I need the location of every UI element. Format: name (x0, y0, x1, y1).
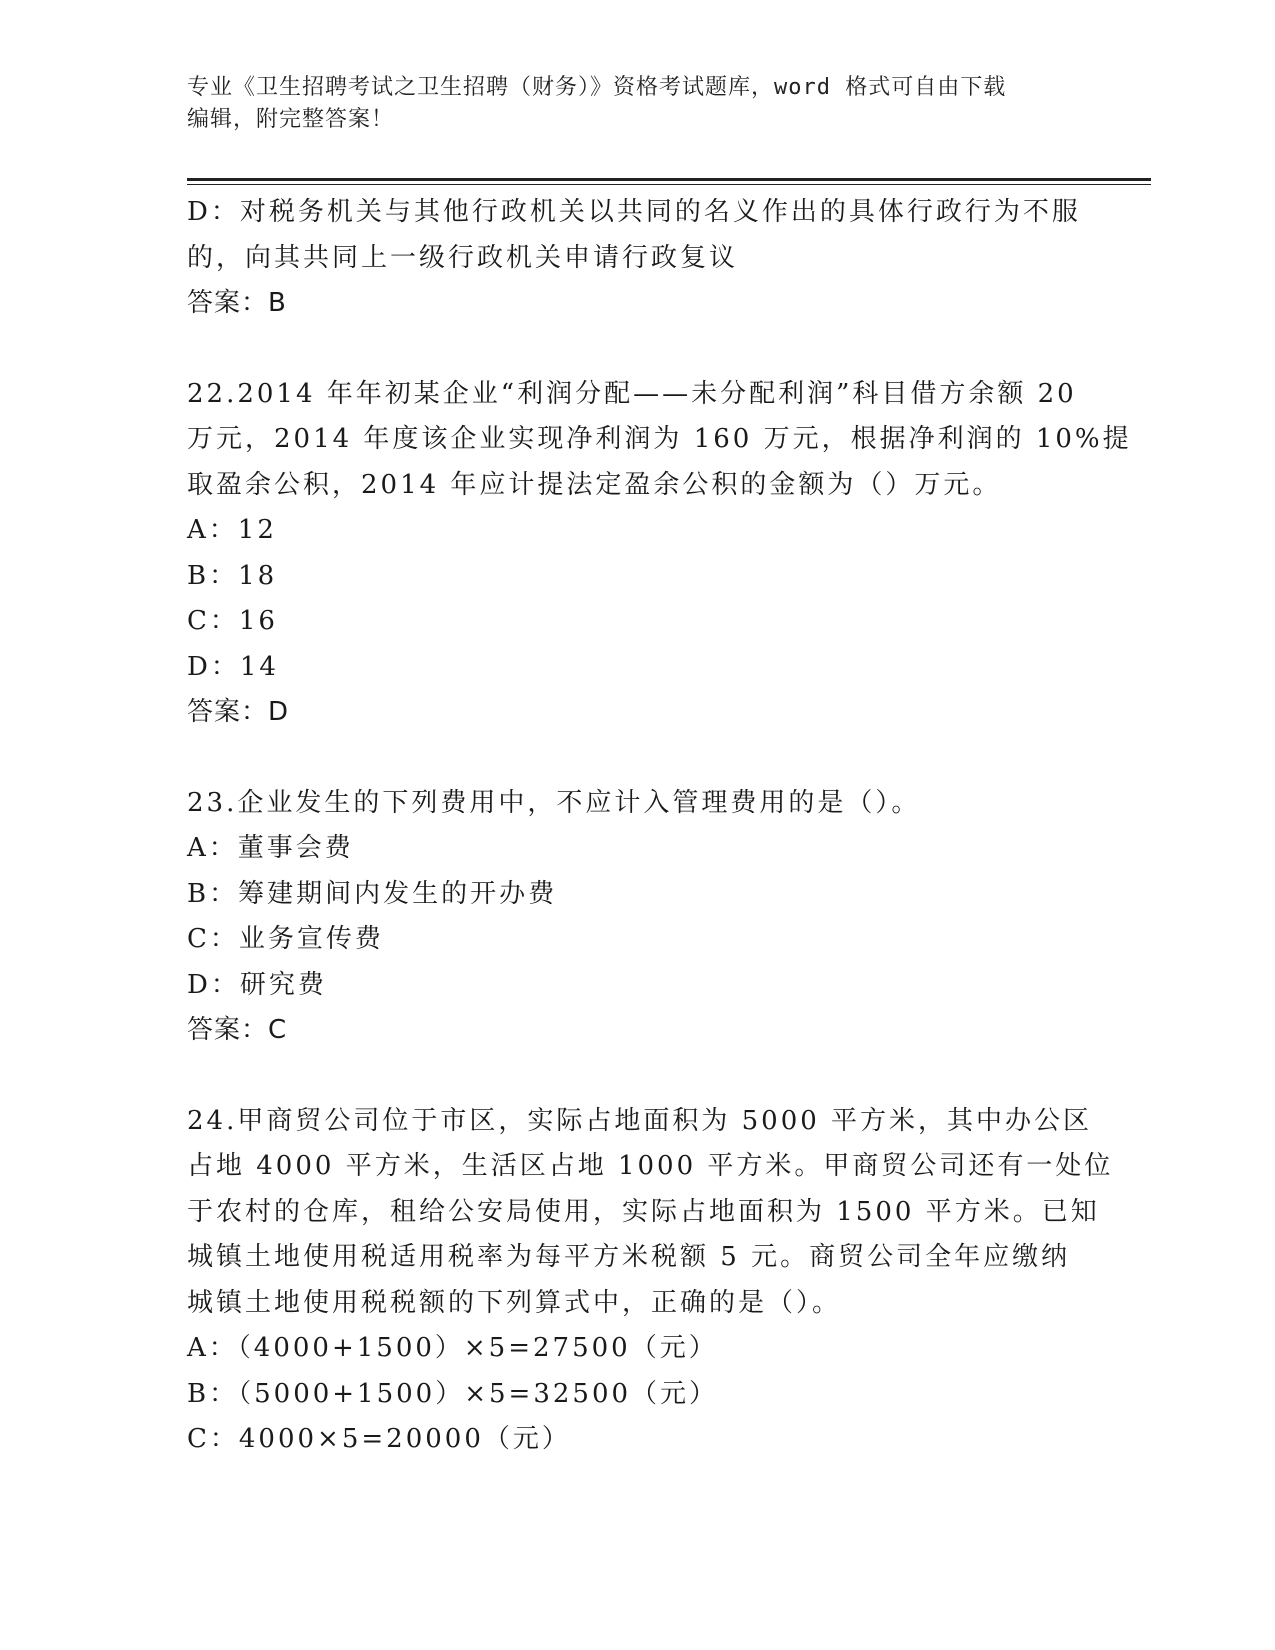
q23-option-c: C：业务宣传费 (187, 924, 384, 954)
spacer (187, 736, 1087, 781)
q24-option-b: B：（5000+1500）×5=32500（元） (187, 1378, 719, 1409)
q22-option-a: A：12 (187, 515, 277, 545)
document-body (187, 190, 1132, 1463)
q22-answer: 答案：D (187, 697, 290, 727)
q22-stem-line-1: 22.2014 年年初某企业“利润分配——未分配利润”科目借方余额 20 (187, 378, 1077, 409)
q24-stem-line-3: 于农村的仓库，租给公安局使用，实际占地面积为 1500 平方米。已知 (187, 1196, 1100, 1227)
header-divider-thick (187, 178, 1151, 181)
document-header (187, 72, 1067, 136)
q24-stem-line-2: 占地 4000 平方米，生活区占地 1000 平方米。甲商贸公司还有一处位 (187, 1151, 1114, 1181)
q23-stem: 23.企业发生的下列费用中，不应计入管理费用的是（）。 (187, 787, 921, 818)
spacer (187, 1054, 1087, 1099)
q22-stem-line-3: 取盈余公积，2014 年应计提法定盈余公积的金额为（）万元。 (187, 469, 1002, 500)
question-24 (187, 1099, 1114, 1463)
q24-stem-line-5: 城镇土地使用税税额的下列算式中，正确的是（）。 (187, 1287, 842, 1318)
header-divider-thin (187, 184, 1151, 185)
q23-option-d: D：研究费 (187, 969, 327, 1000)
header-line-2: 编辑，附完整答案！ (187, 107, 395, 132)
q24-stem-line-4: 城镇土地使用税适用税率为每平方米税额 5 元。商贸公司全年应缴纳 (187, 1242, 1071, 1272)
q23-answer: 答案：C (187, 1015, 288, 1045)
q22-option-c: C：16 (187, 606, 278, 636)
spacer (187, 327, 1087, 372)
question-22 (187, 372, 1132, 736)
q22-option-d: D：14 (187, 651, 279, 682)
q24-option-c: C：4000×5=20000（元） (187, 1424, 571, 1454)
q21-option-d-line-2: 的，向其共同上一级行政机关申请行政复议 (187, 242, 739, 273)
question-21-tail (187, 190, 1087, 327)
q21-answer: 答案：B (187, 288, 287, 318)
header-line-1: 专业《卫生招聘考试之卫生招聘（财务）》资格考试题库，word 格式可自由下载 (187, 75, 1007, 100)
q22-stem-line-2: 万元，2014 年度该企业实现净利润为 160 万元，根据净利润的 10%提 (187, 424, 1132, 454)
q21-option-d-line-1: D：对税务机关与其他行政机关以共同的名义作出的具体行政行为不服 (187, 197, 1081, 227)
q23-option-a: A：董事会费 (187, 833, 354, 863)
q24-option-a: A：（4000+1500）×5=27500（元） (187, 1333, 718, 1363)
question-23 (187, 781, 1087, 1054)
q24-stem-line-1: 24.甲商贸公司位于市区，实际占地面积为 5000 平方米，其中办公区 (187, 1105, 1093, 1136)
q23-option-b: B：筹建期间内发生的开办费 (187, 878, 558, 909)
q22-option-b: B：18 (187, 560, 278, 591)
